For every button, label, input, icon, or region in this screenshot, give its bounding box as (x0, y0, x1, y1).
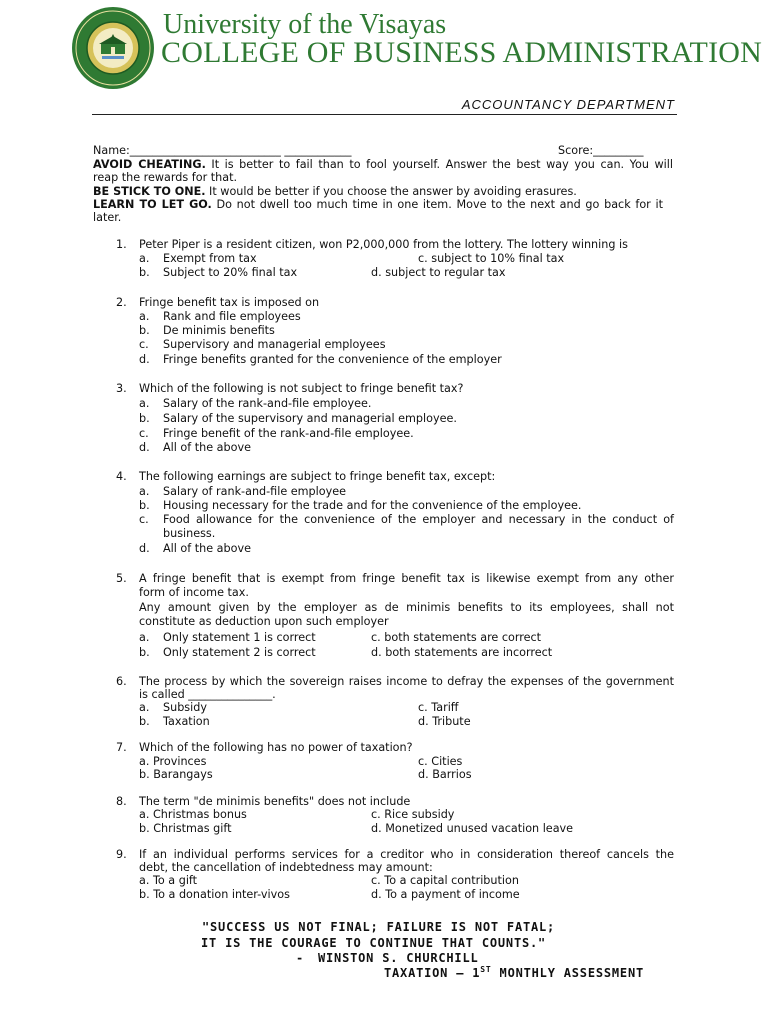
q6-option-a[interactable]: Subsidy (163, 701, 207, 714)
instruction-label: LEARN TO LET GO. (93, 198, 212, 211)
q6-option-c[interactable]: c. Tariff (418, 701, 459, 714)
option-marker: a. (139, 252, 150, 265)
q7-option-a[interactable]: a. Provinces (139, 755, 207, 768)
option-marker: d. (139, 353, 150, 366)
q9-option-b[interactable]: b. To a donation inter-vivos (139, 888, 290, 901)
q7-option-c[interactable]: c. Cities (418, 755, 463, 768)
q5-option-a[interactable]: Only statement 1 is correct (163, 631, 316, 644)
option-marker: d. (139, 542, 150, 555)
q2-option-d[interactable]: Fringe benefits granted for the convenience of the employer (163, 353, 502, 366)
option-marker: c. (139, 338, 149, 351)
question-number: 9. (116, 848, 127, 861)
exam-title (384, 966, 644, 980)
q8-option-d[interactable]: d. Monetized unused vacation leave (371, 822, 574, 835)
q8-option-c[interactable]: c. Rice subsidy (371, 808, 455, 821)
university-name: University of the Visayas (163, 9, 447, 40)
question-6-text-cont: is called _______________. (139, 688, 276, 701)
question-7-text: Which of the following has no power of taxation? (139, 741, 413, 754)
option-marker: b. (139, 266, 150, 279)
q5-option-b[interactable]: Only statement 2 is correct (163, 646, 316, 659)
instruction-text: Do not dwell too much time in one item. Move to the next and go back for it (211, 198, 663, 211)
option-marker: a. (139, 701, 150, 714)
q9-option-a[interactable]: a. To a gift (139, 874, 198, 887)
q2-option-b[interactable]: De minimis benefits (163, 324, 275, 337)
q2-option-c[interactable]: Supervisory and managerial employees (163, 338, 386, 351)
q6-option-b[interactable]: Taxation (163, 715, 210, 728)
option-marker: a. (139, 631, 150, 644)
exam-title-pre: TAXATION – 1 (384, 966, 481, 980)
question-number: 8. (116, 795, 127, 808)
q9-option-d[interactable]: d. To a payment of income (371, 888, 520, 901)
q7-option-d[interactable]: d. Barrios (418, 768, 472, 781)
quote-dash: - (296, 951, 305, 965)
quote-line-1: "SUCCESS US NOT FINAL; FAILURE IS NOT FATAL; (202, 920, 556, 934)
option-marker: b. (139, 324, 150, 337)
name-blank[interactable]: ___________________________ ____________ (129, 144, 352, 157)
option-marker: a. (139, 485, 150, 498)
question-number: 7. (116, 741, 127, 754)
instruction-text: It would be better if you choose the answer by avoiding erasures. (205, 185, 577, 198)
q4-option-c-cont: business. (163, 527, 216, 540)
question-number: 2. (116, 296, 127, 309)
score-field[interactable] (558, 144, 643, 158)
question-9-text-cont: debt, the cancellation of indebtedness may amount: (139, 861, 433, 874)
q3-option-c[interactable]: Fringe benefit of the rank-and-file employee. (163, 427, 414, 440)
score-label: Score: (558, 144, 594, 157)
option-marker: d. (139, 441, 150, 454)
question-number: 1. (116, 238, 127, 251)
q7-option-b[interactable]: b. Barangays (139, 768, 213, 781)
university-seal-logo (71, 6, 155, 90)
question-9-text: If an individual performs services for a creditor who in consideration thereof cancels the (139, 848, 674, 861)
instruction-text: It is better to fail than to fool yourself. Answer the best way you can. You will (205, 158, 673, 171)
option-marker: a. (139, 397, 150, 410)
q5-option-c[interactable]: c. both statements are correct (371, 631, 542, 644)
college-name: COLLEGE OF BUSINESS ADMINISTRATION (161, 36, 762, 69)
question-5-statement-2-cont: constitute as deduction upon such employer (139, 615, 389, 628)
option-marker: b. (139, 499, 150, 512)
instruction-stick-to-one (93, 185, 577, 199)
quote-author: WINSTON S. CHURCHILL (318, 951, 479, 965)
question-number: 3. (116, 382, 127, 395)
option-marker: c. (139, 513, 149, 526)
question-4-text: The following earnings are subject to fringe benefit tax, except: (139, 470, 496, 483)
instruction-let-go (93, 198, 663, 212)
name-field[interactable] (93, 144, 352, 158)
quote-line-2: IT IS THE COURAGE TO CONTINUE THAT COUNTS." (201, 936, 547, 950)
instruction-avoid-cheating (93, 158, 673, 172)
q3-option-a[interactable]: Salary of the rank-and-file employee. (163, 397, 372, 410)
question-number: 4. (116, 470, 127, 483)
q3-option-d[interactable]: All of the above (163, 441, 251, 454)
question-6-text: The process by which the sovereign raises income to defray the expenses of the government (139, 675, 674, 688)
name-label: Name: (93, 144, 130, 157)
exam-title-sup: ST (480, 965, 492, 974)
option-marker: a. (139, 310, 150, 323)
option-marker: b. (139, 715, 150, 728)
q4-option-d[interactable]: All of the above (163, 542, 251, 555)
option-marker: b. (139, 646, 150, 659)
exam-title-post: MONTHLY ASSESSMENT (491, 966, 644, 980)
question-5-text: A fringe benefit that is exempt from fringe benefit tax is likewise exempt from any other (139, 572, 674, 585)
instruction-label: BE STICK TO ONE. (93, 185, 206, 198)
question-1-text: Peter Piper is a resident citizen, won P2,000,000 from the lottery. The lottery winning is (139, 238, 628, 251)
q2-option-a[interactable]: Rank and file employees (163, 310, 301, 323)
q8-option-a[interactable]: a. Christmas bonus (139, 808, 247, 821)
q4-option-a[interactable]: Salary of rank-and-file employee (163, 485, 346, 498)
q4-option-b[interactable]: Housing necessary for the trade and for the convenience of the employee. (163, 499, 582, 512)
q1-option-d[interactable]: d. subject to regular tax (371, 266, 506, 279)
option-marker: b. (139, 412, 150, 425)
question-8-text: The term "de minimis benefits" does not include (139, 795, 411, 808)
q1-option-b[interactable]: Subject to 20% final tax (163, 266, 298, 279)
q5-option-d[interactable]: d. both statements are incorrect (371, 646, 553, 659)
question-5-statement-2: Any amount given by the employer as de minimis benefits to its employees, shall not (139, 601, 674, 614)
score-blank[interactable]: _________ (593, 144, 644, 157)
q3-option-b[interactable]: Salary of the supervisory and managerial employee. (163, 412, 457, 425)
question-2-text: Fringe benefit tax is imposed on (139, 296, 320, 309)
q1-option-c[interactable]: c. subject to 10% final tax (418, 252, 565, 265)
q4-option-c[interactable]: Food allowance for the convenience of the employer and necessary in the conduct of (163, 513, 674, 526)
question-number: 6. (116, 675, 127, 688)
q9-option-c[interactable]: c. To a capital contribution (371, 874, 519, 887)
instruction-label: AVOID CHEATING. (93, 158, 206, 171)
question-3-text: Which of the following is not subject to fringe benefit tax? (139, 382, 464, 395)
header-divider (92, 114, 677, 115)
instruction-text-cont: later. (93, 211, 122, 224)
question-number: 5. (116, 572, 127, 585)
q6-option-d[interactable]: d. Tribute (418, 715, 471, 728)
option-marker: c. (139, 427, 149, 440)
q1-option-a[interactable]: Exempt from tax (163, 252, 257, 265)
instruction-text-cont: reap the rewards for that. (93, 171, 238, 184)
department-name: ACCOUNTANCY DEPARTMENT (461, 97, 675, 112)
q8-option-b[interactable]: b. Christmas gift (139, 822, 232, 835)
question-5-text-cont: form of income tax. (139, 586, 249, 599)
